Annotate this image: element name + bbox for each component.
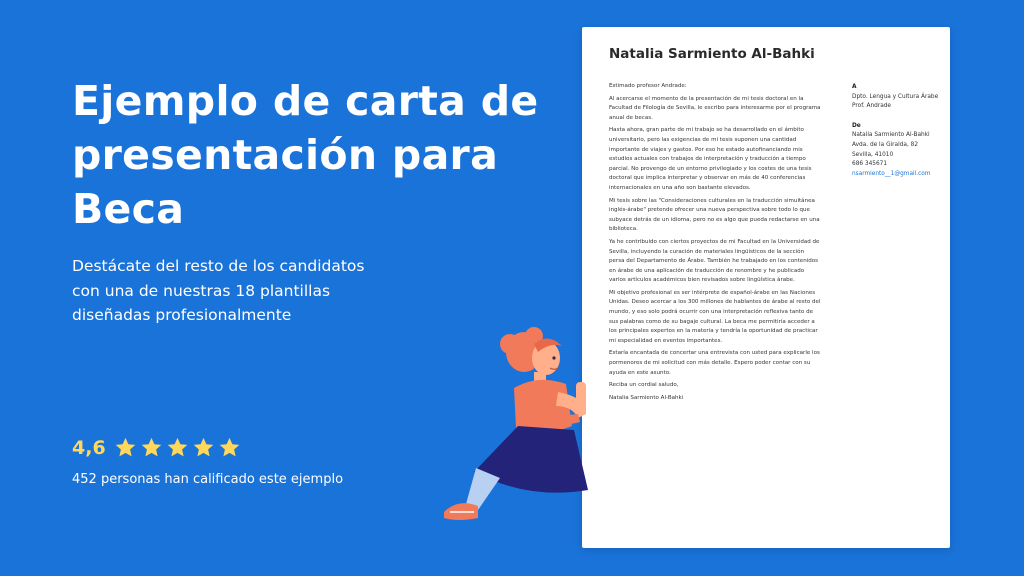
recipient-heading: A [852,84,857,90]
hero-subtitle: Destácate del resto de los candidatos con una de nuestras 18 plantillas diseñadas profesionalmente [72,257,365,324]
star-icon [218,436,241,459]
rating [72,436,241,459]
sender-line: 686 345671 [852,161,888,168]
rating-count: 452 personas han calificado este ejemplo [72,472,344,487]
star-icon [140,436,163,459]
letter-paragraph: Mi tesis sobre las "Consideraciones culturales en la traducción simultánea inglés-árabe" pretende ofrecer una nueva perspectiva sobre todo lo que subyace detrás de un idioma, pero no es algo que pueda redactarse en una biblioteca. [609,197,820,233]
letter-paragraph: Mi objetivo profesional es ser intérprete de español-árabe en las Naciones Unidas. Deseo acercar a los 300 millones de hablantes de árabe al resto del mundo, y eso solo podrá ocurrir con una interpretación reflexiva tanto de sus palabras como de su bagaje cultural. La beca me permitiría acceder a los principales expertos en la materia y tendría la oportunidad de practicar mi especialidad en eventos importantes. [609,289,821,344]
sender-heading: De [852,122,861,129]
sender-line: Natalia Sarmiento Al-Bahki [852,132,930,139]
rating-value: 4,6 [72,436,106,459]
letter-sender-name: Natalia Sarmiento Al-Bahki [609,46,815,62]
sender-email: nsarmiento__1@gmail.com [852,170,931,177]
letter-paragraph: Estaría encantada de concertar una entrevista con usted para explicarle los pormenores de mi solicitud con más detalle. Espero poder contar con su ayuda en este asunto. [609,350,820,376]
letter-paragraph: Ya he contribuido con ciertos proyectos de mi Facultad en la Universidad de Sevilla, incluyendo la curación de materiales lingüísticos de la sección persa del Departamento de Árabe. También he trabajado en los contenidos en árabe de una aplicación de traducción de renombre y he publicado varios artículos académicos bien revisados sobre lingüística árabe. [609,238,820,284]
star-icon [192,436,215,459]
letter-paragraph: Natalia Sarmiento Al-Bahki [609,394,684,401]
letter-paragraph: Estimado profesor Andrade: [609,83,687,89]
recipient-line: Dpto. Lengua y Cultura Árabe [852,93,939,100]
sender-line: Sevilla, 41010 [852,151,894,158]
recipient-line: Prof. Andrade [852,103,892,110]
sender-line: Avda. de la Giralda, 82 [852,141,919,148]
star-icon [166,436,189,459]
letter-sidebar [852,83,947,179]
letter-paragraph: Reciba un cordial saludo, [609,382,679,389]
woman-holding-letter-illustration [438,322,588,526]
star-icon [114,436,137,459]
rating-stars [114,436,241,459]
letter-preview[interactable] [582,27,950,548]
letter-paragraph: Hasta ahora, gran parte de mi trabajo se ha desarrollado en el ámbito universitario, pero las exigencias de mi tesis suponen una cantidad importante de viajes y gastos. Por eso he estado autofinanciando mis estudios actuales con trabajos de interpretación y traducción a tiempo parcial. No provengo de un entorno privilegiado y los costes de una tesis doctoral que implica interpretar y observar en más de 40 conferencias internacionales en una año son bastante elevados. [609,127,812,191]
hero-title: Ejemplo de carta de presentación para Beca [72,77,539,233]
letter-paragraph: Al acercarse el momento de la presentación de mi tesis doctoral en la Facultad de Filología de Sevilla, le escribo para interesarme por el programa anual de becas. [609,95,821,121]
letter-body [609,82,821,406]
